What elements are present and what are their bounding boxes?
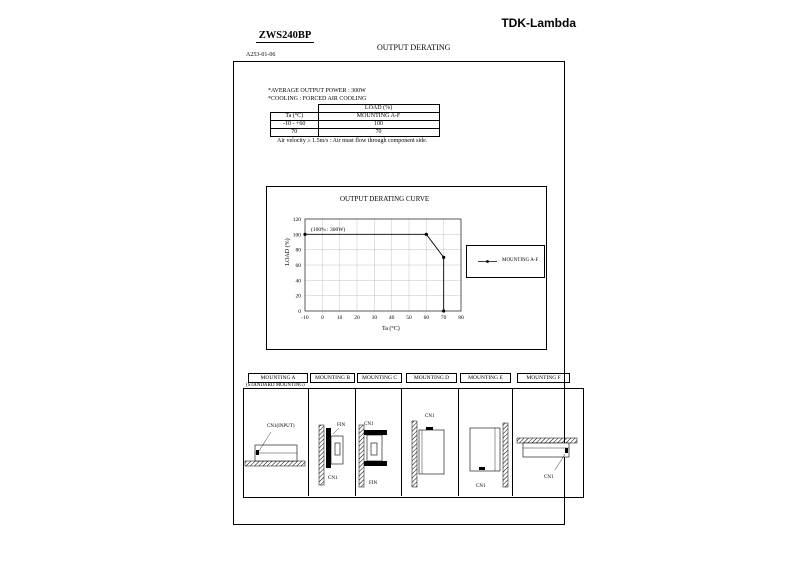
- document-number: A253-01-06: [246, 52, 276, 58]
- mounting-d-drawing: [412, 414, 444, 487]
- x-tick-label: 20: [354, 315, 360, 321]
- y-axis-label: LOAD (%): [285, 238, 291, 266]
- callout-cn1: CN1: [544, 475, 554, 480]
- data-point: [442, 309, 445, 312]
- ta-header: Ta (°C): [271, 113, 319, 121]
- legend-label: MOUNTING A-F: [502, 258, 539, 263]
- mounting-a-drawing: [245, 424, 305, 466]
- brand-logo-text: TDK-Lambda: [501, 16, 576, 30]
- data-point: [425, 233, 428, 236]
- y-tick-label: 40: [295, 278, 301, 285]
- y-tick-label: 0: [298, 309, 301, 315]
- callout-fin: FIN: [337, 423, 346, 428]
- x-tick-label: -10: [301, 315, 309, 321]
- mounting-d-label: MOUNTING D: [406, 373, 457, 383]
- y-tick-label: 100: [292, 232, 301, 239]
- table-row: [271, 121, 440, 129]
- x-tick-label: 30: [371, 315, 378, 321]
- y-tick-label: 20: [295, 293, 301, 300]
- x-tick-label: 40: [388, 315, 395, 321]
- chart-annotation: (100% : 300W): [311, 227, 346, 233]
- x-tick-label: 50: [406, 315, 412, 321]
- table-cell-load: 70: [318, 129, 439, 137]
- mounting-f-label: MOUNTING F: [517, 373, 570, 383]
- callout-cn1: CN1: [364, 422, 374, 427]
- x-tick-label: 10: [336, 315, 343, 321]
- x-tick-label: 80: [458, 315, 464, 321]
- y-tick-label: 80: [295, 247, 301, 254]
- mounting-a-label: MOUNTING A: [248, 373, 308, 383]
- mounting-header: MOUNTING A-F: [318, 113, 439, 121]
- y-tick-label: 60: [295, 263, 301, 269]
- table-cell-ta: 70: [271, 129, 319, 137]
- callout-cn1: CN1: [425, 414, 435, 419]
- mounting-b-drawing: [319, 423, 345, 485]
- standard-mounting-note: (STANDARD MOUNTING): [246, 383, 305, 388]
- mounting-drawings: [243, 388, 582, 496]
- mounting-c-drawing: [359, 422, 387, 487]
- x-axis-label: Ta (°C): [382, 326, 400, 332]
- mounting-e-label: MOUNTING E: [460, 373, 511, 383]
- air-velocity-note: Air velocity ≥ 1.5m/s : Air must flow through component side.: [277, 138, 428, 144]
- chart-legend: [466, 245, 545, 278]
- mounting-c-label: MOUNTING C: [357, 373, 402, 383]
- legend-marker: [486, 260, 489, 263]
- table-row: [271, 129, 440, 137]
- chart-title: OUTPUT DERATING CURVE: [340, 195, 430, 203]
- derating-table: [270, 104, 440, 137]
- data-point: [303, 233, 306, 236]
- data-point: [442, 256, 445, 259]
- callout-cn1: CN1: [476, 484, 486, 489]
- mounting-e-drawing: [470, 423, 508, 489]
- mounting-b-label: MOUNTING B: [310, 373, 355, 383]
- x-tick-label: 70: [440, 315, 447, 321]
- load-header: LOAD (%): [318, 105, 439, 113]
- x-tick-label: 60: [423, 315, 430, 321]
- callout-fin: FIN: [369, 481, 378, 486]
- table-cell-load: 100: [318, 121, 439, 129]
- y-tick-label: 120: [292, 217, 301, 223]
- table-cell-ta: -10 - +60: [271, 121, 319, 129]
- document-title: OUTPUT DERATING: [377, 43, 451, 52]
- x-tick-label: 0: [320, 315, 324, 321]
- cooling-note: *COOLING : FORCED AIR COOLING: [268, 96, 367, 102]
- model-name: ZWS240BP: [256, 30, 314, 43]
- average-power-note: *AVERAGE OUTPUT POWER : 300W: [268, 88, 366, 94]
- callout-cn1: CN1: [328, 476, 338, 481]
- mounting-f-drawing: [517, 438, 577, 480]
- callout-cn1-input: CN1(INPUT): [267, 424, 295, 429]
